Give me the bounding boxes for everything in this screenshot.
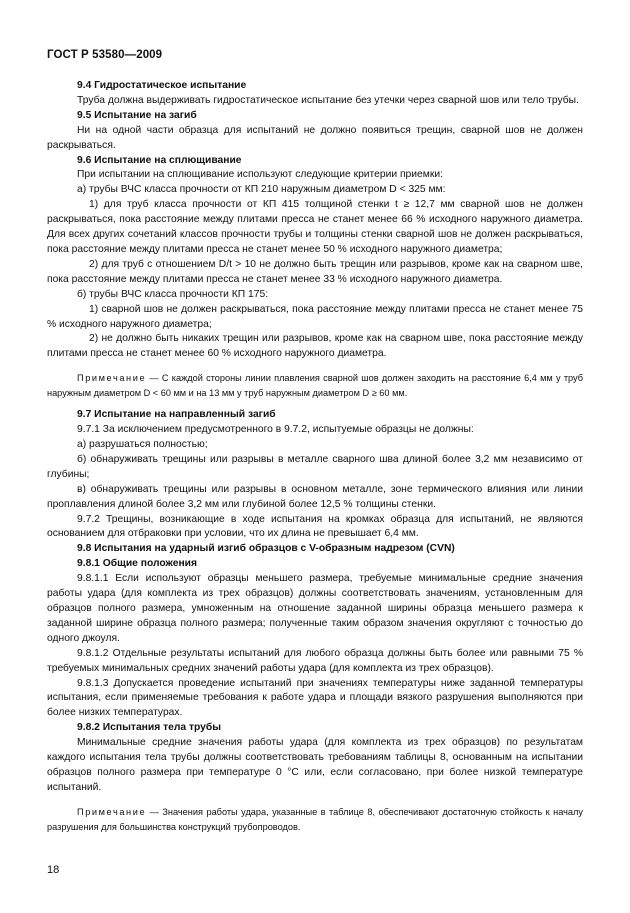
page-content	[47, 79, 583, 835]
list-item: 2) не должно быть никаких трещин или разрывов, кроме как на сварном шве, пока расстояние между плитами пресса не станет менее 60 % исходного наружного диаметра.	[47, 333, 583, 360]
paragraph: 9.7.2 Трещины, возникающие в ходе испытания на кромках образца для испытаний, не являются основанием для отбраковки при условии, что их длина не превышает 6,4 мм.	[47, 513, 583, 540]
list-item: в) обнаруживать трещины или разрывы в основном металле, зоне термического влияния или линии проплавления длиной более 3,2 мм или глубиной более 12,5 % толщины стенки.	[47, 483, 583, 510]
section-9-6-heading: 9.6 Испытание на сплющивание	[77, 154, 242, 166]
paragraph: 9.8.1.1 Если используют образцы меньшего размера, требуемые минимальные средние значения работы удара (для комплекта из трех образцов) должны соответствовать значениям, установленным для образцов полного размера, умноженным на отношение заданной ширины образца меньшего размера к заданной ширине образца полного размера; полученные таким образом значения округляют с точностью до одного джоуля.	[47, 573, 583, 644]
page-number: 18	[47, 864, 60, 876]
list-item: а) разрушаться полностью;	[77, 439, 208, 451]
paragraph: 9.8.1.3 Допускается проведение испытаний при значениях температуры ниже заданной температуры испытания, если применяемые требования к работе удара и площади вязкого разрушения выполняются при более низких температурах.	[47, 677, 583, 719]
note-text: — С каждой стороны линии плавления сварной шов должен заходить на расстояние 6,4 мм у труб наружным диаметром D < 60 мм и на 13 мм у труб наружным диаметром D ≥ 60 мм.	[47, 373, 583, 399]
paragraph: 9.7.1 За исключением предусмотренного в 9.7.2, испытуемые образцы не должны:	[77, 424, 474, 436]
list-item: б) обнаруживать трещины или разрывы в металле сварного шва длиной более 3,2 мм независимо от глубины;	[47, 453, 583, 480]
note-label: Примечание	[77, 373, 147, 384]
paragraph: Ни на одной части образца для испытаний не должно появиться трещин, сварной шов не должен раскрываться.	[47, 124, 583, 151]
paragraph: Труба должна выдерживать гидростатическое испытание без утечки через сварной шов или тело трубы.	[77, 94, 579, 106]
list-item: б) трубы ВЧС класса прочности КП 175:	[77, 288, 269, 300]
list-item: а) трубы ВЧС класса прочности от КП 210 наружным диаметром D < 325 мм:	[77, 184, 446, 196]
section-9-8-1-heading: 9.8.1 Общие положения	[77, 558, 197, 570]
paragraph: Минимальные средние значения работы удара (для комплекта из трех образцов) по результатам каждого испытания тела трубы должны соответствовать требованиям таблицы 8, основанным на испытании образцов полного размера при температуре 0 °С или, если согласовано, при более низкой температуре испытаний.	[47, 737, 583, 793]
section-9-4-heading: 9.4 Гидростатическое испытание	[77, 80, 247, 91]
standard-header: ГОСТ Р 53580—2009	[47, 49, 163, 61]
list-item: 1) сварной шов не должен раскрываться, пока расстояние между плитами пресса не станет менее 75 % исходного наружного диаметра;	[47, 303, 583, 330]
note	[47, 805, 583, 835]
section-9-8-heading: 9.8 Испытания на ударный изгиб образцов с V-образным надрезом (CVN)	[77, 543, 455, 555]
list-item: 1) для труб класса прочности от КП 415 толщиной стенки t ≥ 12,7 мм сварной шов не должен раскрываться, пока расстояние между плитами пресса не станет менее 66 % исходного наружного диаметра. Для всех других сочетаний классов прочности трубы и толщины стенки сварной шов не должен раскрываться, пока расстояние между плитами пресса не станет менее 50 % исходного наружного диаметра;	[47, 199, 583, 255]
paragraph: При испытании на сплющивание используют следующие критерии приемки:	[77, 169, 443, 181]
note-text: — Значения работы удара, указанные в таблице 8, обеспечивают достаточную стойкость к началу разрушения для большинства конструкций трубопроводов.	[47, 806, 583, 832]
note-label: Примечание	[77, 806, 147, 817]
list-item: 2) для труб с отношением D/t > 10 не должно быть трещин или разрывов, кроме как на сварном шве, пока расстояние между плитами пресса не станет менее 33 % исходного наружного диаметра.	[47, 258, 583, 285]
section-9-7-heading: 9.7 Испытание на направленный загиб	[77, 409, 276, 421]
note	[47, 371, 583, 401]
paragraph: 9.8.1.2 Отдельные результаты испытаний для любого образца должны быть более или равными 75 % требуемых минимальных средних значений работы удара (для комплекта из трех образцов).	[47, 647, 583, 674]
section-9-8-2-heading: 9.8.2 Испытания тела трубы	[77, 722, 222, 734]
section-9-5-heading: 9.5 Испытание на загиб	[77, 109, 197, 121]
